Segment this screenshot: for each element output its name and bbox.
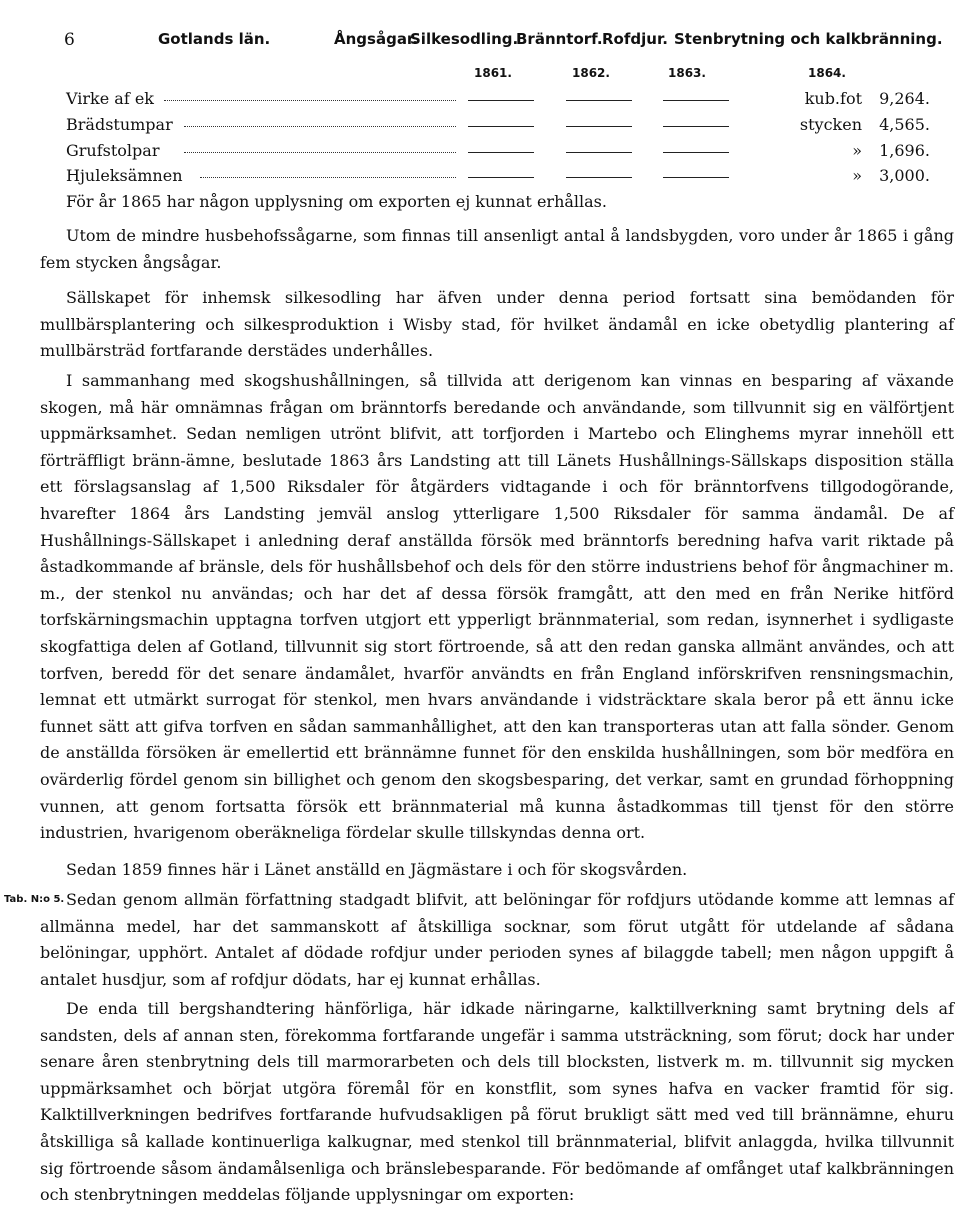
year-label: 1864. — [808, 66, 846, 80]
paragraph-predators: Sedan genom allmän författning stadgadt blifvit, att belöningar för rofdjurs utödande komme att lemnas af allmänna medel, har det sammanskott af åtskilliga socknar, som förut utgått för utdelande af sådana belöningar, upphört. Antalet af dödade rofdjur under perioden synes af bilaggde tabell; men någon uppgift å antalet husdjur, som af rofdjur dödats, har ej kunnat erhållas. — [40, 890, 954, 989]
row-value: 4,565. — [879, 115, 930, 134]
row-unit: kub.fot — [804, 89, 862, 108]
county-title: Gotlands län. — [158, 30, 271, 48]
row-unit: » — [852, 141, 862, 160]
row-unit: » — [852, 166, 862, 185]
row-label: Virke af ek — [66, 89, 154, 108]
table-row — [0, 115, 960, 141]
empty-cell-dash — [468, 177, 534, 178]
empty-cell-dash — [663, 100, 729, 101]
leader-dots — [164, 100, 456, 101]
row-value: 1,696. — [879, 141, 930, 160]
empty-cell-dash — [566, 100, 632, 101]
paragraph-sawmills: Utom de mindre husbehofssågarne, som finnas till ansenligt antal å landsbygden, voro under år 1865 i gång fem stycken ångsågar. — [40, 226, 954, 272]
header-topic: Bränntorf. — [516, 30, 603, 48]
year-label: 1861. — [474, 66, 512, 80]
row-label: Grufstolpar — [66, 141, 160, 160]
paragraph-quarrying: De enda till bergshandtering hänförliga, här idkade näringarne, kalktillverkning samt brytning dels af sandsten, dels af annan sten, förekomma fortfarande ungefär i samma utsträckning, som förut; dock har under senare åren stenbrytning dels till marmorarbeten och dels till blocksten, listverk m. m. tillvunnit sig mycken uppmärksamhet och börjat utgöra föremål för en konstflit, som synes hafva en vacker framtid för sig. Kalktillverkningen bedrifves fortfarande hufvudsakligen på förut brukligt sätt med ved till brännämne, ehuru åtskilliga så kallade kontinuerliga kalkugnar, med stenkol till brännmaterial, blifvit anlaggda, hvilka tillvunnit sig förtroende såsom ändamålsenliga och bränslebesparande. För bedömande af omfånget utaf kalkbränningen och stenbrytningen meddelas följande upplysningar om exporten: — [40, 999, 954, 1205]
row-label: Brädstumpar — [66, 115, 173, 134]
year-label: 1862. — [572, 66, 610, 80]
empty-cell-dash — [566, 152, 632, 153]
empty-cell-dash — [663, 152, 729, 153]
leader-dots — [184, 152, 456, 153]
empty-cell-dash — [663, 177, 729, 178]
header-topic: Silkesodling. — [410, 30, 519, 48]
leader-dots — [184, 126, 456, 127]
header-topic: Rofdjur. — [602, 30, 668, 48]
margin-table-reference: Tab. N:o 5. — [4, 894, 65, 905]
table-row — [0, 166, 960, 192]
year-label: 1863. — [668, 66, 706, 80]
row-label: Hjuleksämnen — [66, 166, 183, 185]
row-unit: stycken — [799, 115, 862, 134]
year-header-row — [0, 66, 960, 86]
header-topic: Stenbrytning och kalkbränning. — [674, 30, 943, 48]
empty-cell-dash — [663, 126, 729, 127]
paragraph-forester: Sedan 1859 finnes här i Länet anställd en Jägmästare i och för skogsvården. — [66, 860, 688, 879]
empty-cell-dash — [566, 177, 632, 178]
empty-cell-dash — [468, 126, 534, 127]
row-value: 9,264. — [879, 89, 930, 108]
empty-cell-dash — [566, 126, 632, 127]
page-number: 6 — [64, 30, 75, 50]
empty-cell-dash — [468, 152, 534, 153]
table-row — [0, 141, 960, 167]
leader-dots — [200, 177, 456, 178]
running-header — [64, 30, 943, 56]
header-topic: Ångsågar. — [334, 30, 418, 48]
paragraph-peat: I sammanhang med skogshushållningen, så tillvida att derigenom kan vinnas en besparing af växande skogen, må här omnämnas frågan om bränntorfs beredande och användande, som tillvunnit sig en välförtjent uppmärksamhet. Sedan nemligen utrönt blifvit, att torfjorden i Martebo och Elinghems myrar innehöll ett förträffligt bränn-ämne, beslutade 1863 års Landsting att till Länets Hushållnings-Sällskaps disposition ställa ett förslagsanslag af 1,500 Riksdaler för åtgärders vidtagande i och för bränntorfvens tillgodogörande, hvarefter 1864 års Landsting jemväl anslog ytterligare 1,500 Riksdaler för samma ändamål. De af Hushållnings-Sällskapet i anledning deraf anställda försök med bränntorfs beredning hafva varit riktade på åstadkommande af bränsle, dels för hushållsbehof och dels för den större industriens behof för ångmachiner m. m., der stenkol nu användas; och har det af dessa försök framgått, att den med en från Nerike hitförd torfskärningsmachin upptagna torfven utgjort ett ypperligt brännmaterial, som redan, isynnerhet i sydligaste skogfattiga delen af Gotland, tillvunnit sig stort förtroende, så att den redan ganska allmänt användes, och att torfven, beredd för det senare ändamålet, hvarför användts en från England införskrifven rensningsmachin, lemnat ett utmärkt surrogat för stenkol, men hvars användande i vidsträcktare skala beror på ett ännu icke funnet sätt att gifva torfven en sådan sammanhållighet, att den kan transporteras utan att falla sönder. Genom de anställda försöken är emellertid ett brännämne funnet för den enskilda hushållningen, som bör medföra en ovärderlig fördel genom sin billighet och genom den skogsbesparing, det verkar, samt en grundad förhoppning vunnen, att genom fortsatta försök ett brännmaterial må kunna åstadkommas till tjenst för den större industrien, hvarigenom oberäkneliga fördelar skulle tillskyndas denna ort. — [40, 371, 954, 843]
paragraph-silk: Sällskapet för inhemsk silkesodling har äfven under denna period fortsatt sina bemödanden för mullbärsplantering och silkesproduktion i Wisby stad, för hvilket ändamål en icke obetydlig plantering af mullbärsträd fortfarande derstädes underhålles. — [40, 288, 954, 361]
table-row — [0, 89, 960, 115]
empty-cell-dash — [468, 100, 534, 101]
export-note: För år 1865 har någon upplysning om exporten ej kunnat erhållas. — [66, 192, 607, 211]
row-value: 3,000. — [879, 166, 930, 185]
